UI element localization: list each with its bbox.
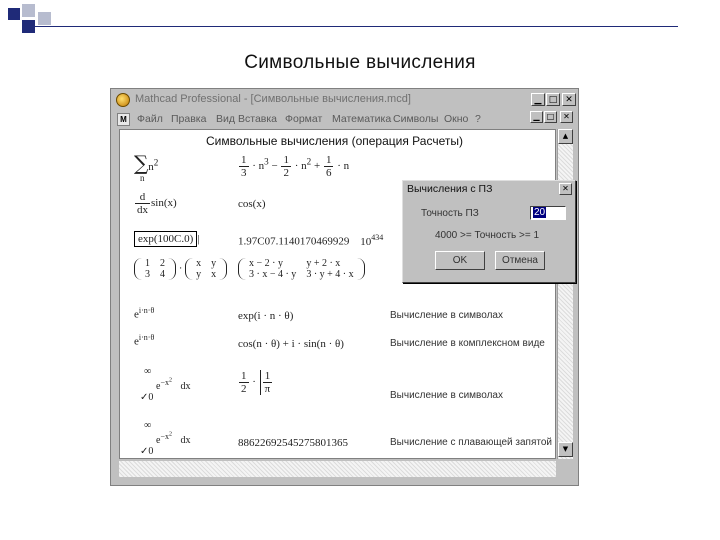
menu-format[interactable]: Формат	[285, 113, 323, 125]
complex-form-result[interactable]: cos(n · θ) + i · sin(n · θ)	[238, 338, 344, 350]
window-title: Mathcad Professional - [Символьные вычисления.mcd]	[135, 93, 411, 105]
minimize-button[interactable]: ▁	[531, 93, 545, 106]
complex-note: Вычисление в комплексном виде	[390, 338, 545, 349]
doc-restore-button[interactable]: □	[544, 111, 557, 123]
slide-title: Символьные вычисления	[244, 52, 476, 73]
scroll-up-button[interactable]: ▲	[558, 129, 573, 144]
dialog-close-button[interactable]: ✕	[559, 183, 572, 195]
dialog-titlebar[interactable]	[404, 182, 574, 197]
derivative-result[interactable]: cos(x)	[238, 198, 266, 210]
document-menu-icon[interactable]: M	[117, 113, 130, 126]
scroll-down-button[interactable]: ▼	[558, 442, 573, 457]
symbolic-note: Вычисление в символах	[390, 310, 503, 321]
maximize-button[interactable]: □	[546, 93, 560, 106]
matrix-product-expression[interactable]: 1 2 3 4 · x y y x	[134, 258, 227, 280]
menu-bar	[113, 111, 576, 128]
exp-complex-expression-2[interactable]: $e^{i\cdot n\cdot\theta}$	[134, 333, 155, 348]
doc-minimize-button[interactable]: ▁	[530, 111, 543, 123]
dialog-title: Вычисления с ПЗ	[407, 183, 493, 195]
exp-complex-expression[interactable]: $e^{i\cdot n\cdot\theta}$	[134, 306, 155, 321]
sum-result[interactable]: $\frac{1}{3}$ · $n^3$ − $\frac{1}{2}$ · $n^2$ + $\frac{1}{6}$ · n	[241, 154, 350, 180]
close-button[interactable]: ✕	[562, 93, 576, 106]
worksheet[interactable]	[119, 129, 556, 459]
precision-range-text: 4000 >= Точность >= 1	[435, 230, 540, 241]
sum-expression[interactable]: $\sum n^2$ n	[134, 151, 159, 183]
menu-help[interactable]: ?	[475, 113, 481, 125]
menu-edit[interactable]: Правка	[171, 113, 207, 125]
integral-expression[interactable]: ∞ $e^{-x^2}$ dx ✓0	[140, 366, 191, 403]
menu-symbolics[interactable]: Символы	[393, 113, 439, 125]
matrix-product-result[interactable]: x − 2 · y y + 2 · x 3 · x − 4 · y 3 · y + 4 · x	[238, 258, 365, 280]
cancel-button[interactable]: Отмена	[495, 251, 545, 270]
menu-file[interactable]: Файл	[137, 113, 163, 125]
menu-window[interactable]: Окно	[444, 113, 469, 125]
integral-symbolic-result[interactable]: $\frac{1}{2}$ · $\frac{1}{\pi}$	[241, 370, 271, 396]
slide-decoration-square	[22, 4, 35, 17]
slide-decoration-square	[8, 8, 20, 20]
float-note: Вычисление с плавающей запятой	[390, 437, 552, 448]
precision-input[interactable]: 20	[530, 206, 566, 220]
exp-result[interactable]: 1.97C07.1140170469929 $10^{434}$	[238, 233, 384, 248]
menu-math[interactable]: Математика	[332, 113, 392, 125]
vertical-scrollbar[interactable]	[557, 129, 573, 459]
mathcad-app-icon	[116, 93, 130, 107]
precision-label: Точность ПЗ	[421, 208, 479, 219]
derivative-expression[interactable]: $\frac{d}{dx}$ sin(x)	[137, 191, 177, 217]
doc-close-button[interactable]: ✕	[560, 111, 573, 123]
symbolic-note-2: Вычисление в символах	[390, 390, 503, 401]
menu-insert[interactable]: Вставка	[238, 113, 278, 125]
menu-view[interactable]: Вид	[216, 113, 235, 125]
slide-decoration-square	[38, 12, 51, 25]
float-precision-dialog	[402, 180, 576, 283]
worksheet-heading: Символьные вычисления (операция Расчеты)	[206, 134, 463, 148]
horizontal-scrollbar[interactable]	[119, 461, 556, 477]
exp-complex-result[interactable]: exp(i · n · θ)	[238, 310, 294, 322]
mathcad-window	[110, 88, 579, 486]
ok-button[interactable]: OK	[435, 251, 485, 270]
window-titlebar[interactable]	[113, 91, 576, 109]
integral-float-result[interactable]: 88622692545275801365	[238, 437, 348, 449]
slide-top-rule	[28, 26, 678, 27]
integral-expression-2[interactable]: ∞ $e^{-x^2}$ dx ✓0	[140, 420, 191, 457]
exp-expression[interactable]: exp(100C.0) |	[134, 233, 200, 245]
